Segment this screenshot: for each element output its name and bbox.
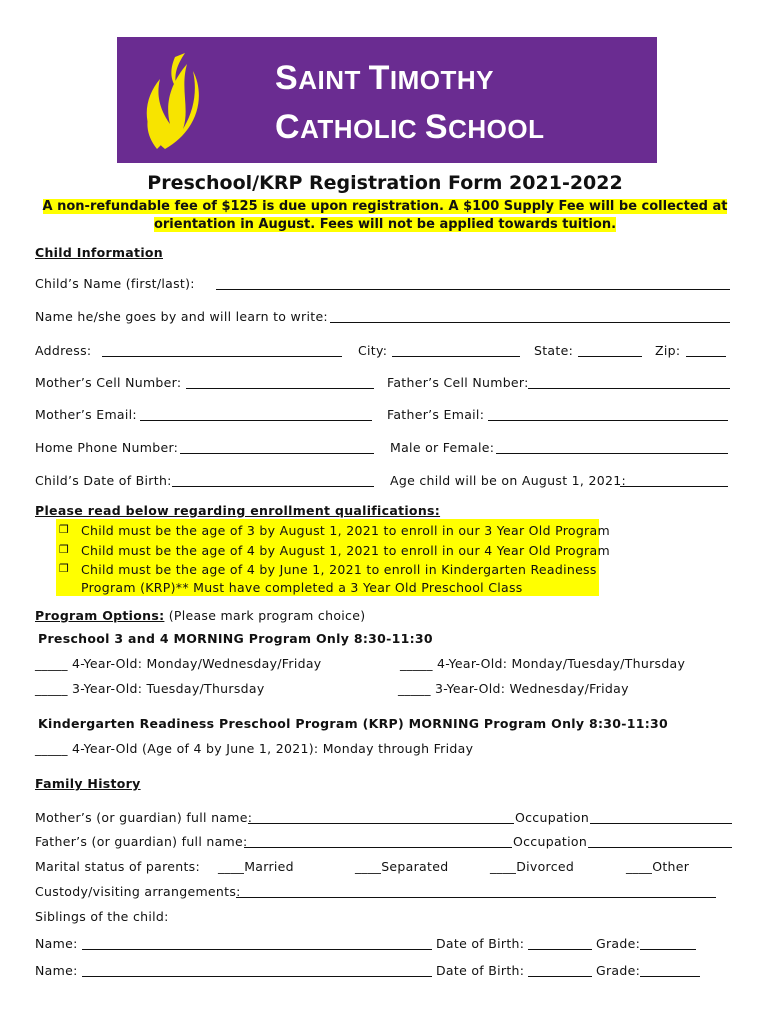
write-name-field[interactable] xyxy=(330,311,730,323)
qualification-item: Child must be the age of 4 by June 1, 2021 to enroll in Kindergarten Readiness xyxy=(81,562,597,577)
mother-cell-label: Mother’s Cell Number: xyxy=(35,375,182,390)
sibling-dob-field[interactable] xyxy=(528,938,592,950)
sibling-grade-field[interactable] xyxy=(640,938,696,950)
address-field[interactable] xyxy=(102,345,342,357)
sibling-grade-label: Grade: xyxy=(596,936,641,951)
other-option[interactable]: ____Other xyxy=(626,859,690,874)
gender-field[interactable] xyxy=(496,442,728,454)
father-occupation-label: Occupation xyxy=(513,834,588,849)
sibling-dob-label: Date of Birth: xyxy=(436,963,525,978)
custody-label: Custody/visiting arrangements: xyxy=(35,884,241,899)
option-4yo-mwf[interactable]: _____ 4-Year-Old: Monday/Wednesday/Friday xyxy=(35,656,322,671)
gender-label: Male or Female: xyxy=(390,440,495,455)
age-aug-label: Age child will be on August 1, 2021: xyxy=(390,473,626,488)
program-note: (Please mark program choice) xyxy=(168,608,366,623)
mother-cell-field[interactable] xyxy=(186,377,374,389)
father-email-label: Father’s Email: xyxy=(387,407,485,422)
sibling-dob-label: Date of Birth: xyxy=(436,936,525,951)
child-name-label: Child’s Name (first/last): xyxy=(35,276,195,291)
program-heading: Program Options: xyxy=(35,608,165,623)
checkbox-icon: ❒ xyxy=(59,523,69,536)
sibling-name-field[interactable] xyxy=(82,965,432,977)
qualification-item: Child must be the age of 3 by August 1, 2021 to enroll in our 3 Year Old Program xyxy=(81,523,610,538)
program-options xyxy=(35,608,365,623)
state-field[interactable] xyxy=(578,345,642,357)
father-email-field[interactable] xyxy=(488,409,728,421)
write-name-label: Name he/she goes by and will learn to write: xyxy=(35,309,328,324)
school-banner xyxy=(117,37,657,163)
zip-field[interactable] xyxy=(686,345,726,357)
address-label: Address: xyxy=(35,343,92,358)
siblings-label: Siblings of the child: xyxy=(35,909,169,924)
father-occupation-field[interactable] xyxy=(588,836,732,848)
father-name-field[interactable] xyxy=(244,836,512,848)
dob-field[interactable] xyxy=(172,475,374,487)
custody-field[interactable] xyxy=(236,886,716,898)
married-option[interactable]: ____Married xyxy=(218,859,294,874)
qualifications-heading: Please read below regarding enrollment qualifications: xyxy=(35,503,441,518)
option-3yo-tth[interactable]: _____ 3-Year-Old: Tuesday/Thursday xyxy=(35,681,265,696)
home-phone-field[interactable] xyxy=(180,442,374,454)
city-field[interactable] xyxy=(392,345,520,357)
father-cell-field[interactable] xyxy=(528,377,730,389)
school-name-line1: SAINT TIMOTHY xyxy=(275,59,494,97)
mother-occupation-field[interactable] xyxy=(590,812,732,824)
mother-email-label: Mother’s Email: xyxy=(35,407,137,422)
mother-name-field[interactable] xyxy=(248,812,514,824)
fee-note-line1: A non-refundable fee of $125 is due upon registration. A $100 Supply Fee will be collected at xyxy=(42,199,728,214)
marital-label: Marital status of parents: xyxy=(35,859,200,874)
krp-title: Kindergarten Readiness Preschool Program (KRP) MORNING Program Only 8:30-11:30 xyxy=(38,716,669,731)
father-name-label: Father’s (or guardian) full name: xyxy=(35,834,248,849)
dob-label: Child’s Date of Birth: xyxy=(35,473,172,488)
option-3yo-wf[interactable]: _____ 3-Year-Old: Wednesday/Friday xyxy=(398,681,629,696)
checkbox-icon: ❒ xyxy=(59,543,69,556)
zip-label: Zip: xyxy=(655,343,681,358)
sibling-name-label: Name: xyxy=(35,963,78,978)
father-cell-label: Father’s Cell Number: xyxy=(387,375,529,390)
family-heading: Family History xyxy=(35,776,141,791)
option-4yo-mtth[interactable]: _____ 4-Year-Old: Monday/Tuesday/Thursday xyxy=(400,656,686,671)
option-krp[interactable]: _____ 4-Year-Old (Age of 4 by June 1, 2021): Monday through Friday xyxy=(35,741,474,756)
child-info-heading: Child Information xyxy=(35,245,163,260)
qualification-item: Program (KRP)** Must have completed a 3 Year Old Preschool Class xyxy=(81,580,523,595)
preschool-title: Preschool 3 and 4 MORNING Program Only 8:30-11:30 xyxy=(38,631,433,646)
mother-email-field[interactable] xyxy=(140,409,372,421)
qualification-item: Child must be the age of 4 by August 1, 2021 to enroll in our 4 Year Old Program xyxy=(81,543,610,558)
form-title: Preschool/KRP Registration Form 2021-2022 xyxy=(147,172,623,194)
divorced-option[interactable]: ____Divorced xyxy=(490,859,575,874)
sibling-grade-field[interactable] xyxy=(640,965,700,977)
separated-option[interactable]: ____Separated xyxy=(355,859,449,874)
checkbox-icon: ❒ xyxy=(59,562,69,575)
home-phone-label: Home Phone Number: xyxy=(35,440,179,455)
child-name-field[interactable] xyxy=(216,278,730,290)
sibling-dob-field[interactable] xyxy=(528,965,592,977)
sibling-name-field[interactable] xyxy=(82,938,432,950)
flame-logo-icon xyxy=(135,49,205,153)
state-label: State: xyxy=(534,343,574,358)
mother-name-label: Mother’s (or guardian) full name: xyxy=(35,810,253,825)
sibling-grade-label: Grade: xyxy=(596,963,641,978)
mother-occupation-label: Occupation xyxy=(515,810,590,825)
fee-note-line2: orientation in August. Fees will not be applied towards tuition. xyxy=(153,217,617,232)
age-aug-field[interactable] xyxy=(620,475,728,487)
city-label: City: xyxy=(358,343,388,358)
sibling-name-label: Name: xyxy=(35,936,78,951)
school-name-line2: CATHOLIC SCHOOL xyxy=(275,108,545,146)
